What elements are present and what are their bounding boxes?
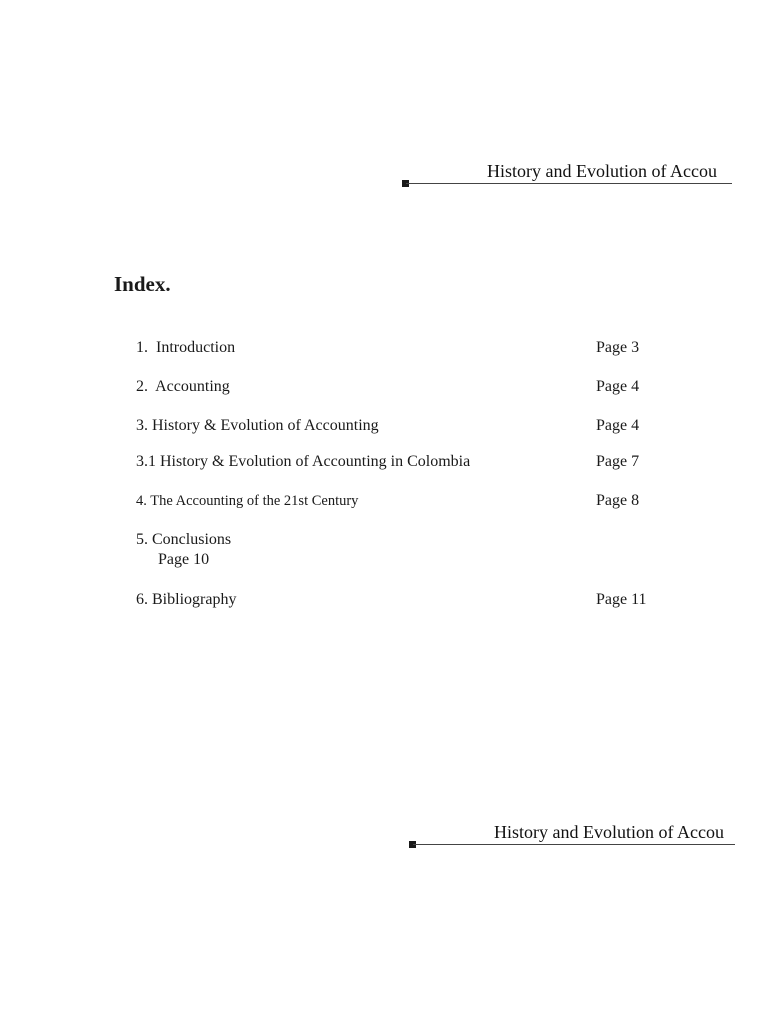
running-header-top: [402, 161, 732, 185]
toc-item-page: Page 10: [158, 551, 210, 568]
toc-item-conclusions: [136, 530, 666, 570]
toc-item-label: 6. Bibliography: [136, 591, 237, 608]
toc-item-page: Page 7: [596, 453, 640, 470]
toc-item-label: 4. The Accounting of the 21st Century: [136, 493, 359, 509]
toc-item-21st-century: [136, 491, 666, 511]
header-rule: [413, 844, 735, 845]
toc-item-page: Page 4: [596, 378, 640, 395]
running-header-text: History and Evolution of Accou: [494, 822, 724, 842]
toc-item-bibliography: [136, 590, 666, 610]
toc-item-page: Page 11: [596, 591, 647, 608]
toc-item-label: 3.1 History & Evolution of Accounting in Colombia: [136, 453, 471, 470]
index-title: Index.: [114, 272, 171, 296]
toc-item-label: 1. Introduction: [136, 339, 236, 356]
header-rule: [406, 183, 732, 184]
toc-item-label: 2. Accounting: [136, 378, 230, 395]
toc-item-label: 5. Conclusions: [136, 531, 232, 548]
toc-item-accounting: [136, 377, 666, 397]
toc-item-history-colombia: [136, 452, 666, 472]
toc-item-history-evolution: [136, 416, 666, 436]
toc-item-page: Page 3: [596, 339, 640, 356]
toc-item-page: Page 4: [596, 417, 640, 434]
toc-item-page: Page 8: [596, 492, 640, 509]
running-header-text: History and Evolution of Accou: [487, 161, 717, 181]
toc-item-introduction: [136, 338, 666, 358]
running-header-bottom: [409, 822, 735, 846]
toc-item-label: 3. History & Evolution of Accounting: [136, 417, 379, 434]
